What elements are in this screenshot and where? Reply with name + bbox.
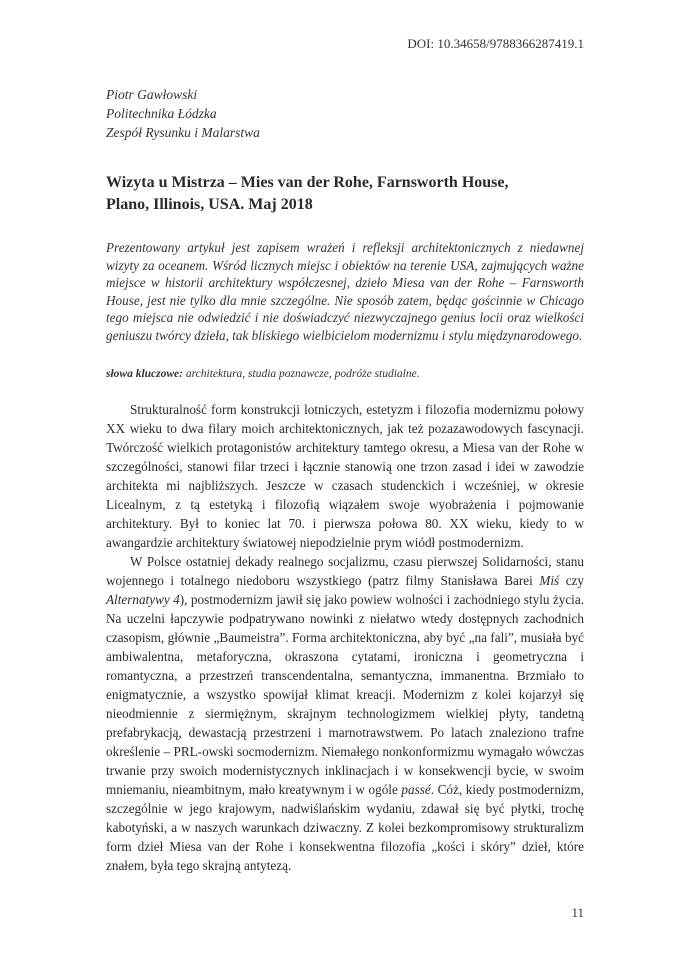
- paragraph-2-part-b: czy: [559, 573, 584, 588]
- body-text: [106, 400, 584, 875]
- title-line-2: Plano, Illinois, USA. Maj 2018: [106, 196, 313, 213]
- paragraph-1: Strukturalność form konstrukcji lotniczych, estetyzm i filozofia modernizmu połowy XX wieku to dwa filary moich architektonicznych, jak też pozazawodowych fascynacji. Twórczość wielkich protagonistów architektury tamtego okresu, a Miesa van der Rohe w szczególności, stanowi filar trzeci i łącznie stanowią one trzon zasad i idei w zawodzie architekta mi najbliższych. Jeszcze w czasach studenckich i wcześniej, w okresie Licealnym, z tą estetyką i filozofią wiązałem swoje wyobrażenia i pojmowanie architektury. Był to koniec lat 70. i pierwsza połowa 80. XX wieku, kiedy to w awangardzie architektury światowej niepodzielnie prym wiódł postmodernizm.: [106, 402, 584, 550]
- title-line-1: Wizyta u Mistrza – Mies van der Rohe, Farnsworth House,: [106, 174, 509, 191]
- doi-header: DOI: 10.34658/9788366287419.1: [407, 36, 584, 51]
- author-institution: Politechnika Łódzka: [106, 106, 217, 121]
- paragraph-2-part-c: ), postmodernizm jawił się jako powiew wolności i zachodniego stylu życia. Na uczelni łapczywie podpatrywano nowinki z niełatwo wtedy dostępnych zachodnich czasopism, głównie „Baumeistra”. Forma architektoniczna, aby być „na fali”, musiała być ambiwalentna, metaforyczna, okraszona cytatami, ironiczna i geometryczna i romantyczna, a przestrzeń transcendentalna, semantyczna, immanentna. Brzmiało to enigmatycznie, a wszystko spowijał klimat kreacji. Modernizm z kolei kojarzył się nieodmiennie z siermiężnym, skrajnym technologizmem wielkiej płyty, tandetną prefabrykacją, dewastacją przestrzeni i marnotrawstwem. Po latach znaleziono trafne określenie – PRL-owski socmodernizm. Niemałego nonkonformizmu wymagało wówczas trwanie przy swoich modernistycznych inklinacjach i w konsekwencji bycie, w swoim mniemaniu, nieambitnym, mało kreatywnym i w ogóle: [106, 592, 584, 797]
- author-block: [106, 85, 260, 142]
- keywords: [106, 367, 586, 382]
- author-unit: Zespół Rysunku i Malarstwa: [106, 125, 260, 140]
- film-title-mis: Miś: [539, 573, 560, 588]
- paragraph-2-part-a: W Polsce ostatniej dekady realnego socjalizmu, czasu pierwszej Solidarności, stanu wojennego i totalnego niedoboru wszystkiego (patrz filmy Stanisława Barei: [106, 554, 584, 588]
- author-name: Piotr Gawłowski: [106, 87, 198, 102]
- film-title-alternatywy: Alternatywy 4: [106, 592, 180, 607]
- paragraph-2: [106, 552, 584, 875]
- page-number: 11: [571, 905, 584, 920]
- abstract: Prezentowany artykuł jest zapisem wrażeń i refleksji architektonicznych z niedawnej wizyty za oceanem. Wśród licznych miejsc i obiektów na terenie USA, zajmujących ważne miejsce w historii architektury współczesnej, dzieło Miesa van der Rohe – Farnsworth House, jest nie tylko dla mnie szczególne. Nie sposób zatem, będąc gościnnie w Chicago tego miejsca nie odwiedzić i nie doświadczyć niezwyczajnego genius locii oraz wielkości geniuszu twórcy dzieła, tak bliskiego wielbicielom modernizmu i stylu międzynarodowego.: [106, 240, 584, 343]
- paragraph-2-part-d: . Cóż, kiedy postmodernizm, szczególnie w jego krajowym, nadwiślańskim wydaniu, zdawał się być płytki, trochę kabotyński, a w naszych warunkach dziwaczny. Z kolei bezkompromisowy strukturalizm form dzieł Miesa van der Rohe i konsekwentna filozofia „kości i skóry” dzieł, które znałem, była tego skrajną antytezą.: [106, 782, 584, 873]
- keywords-text: architektura, studia poznawcze, podróże studialne.: [185, 368, 420, 380]
- keywords-label: słowa kluczowe:: [106, 368, 183, 380]
- article-title: [106, 172, 586, 216]
- term-passe: passé: [401, 782, 431, 797]
